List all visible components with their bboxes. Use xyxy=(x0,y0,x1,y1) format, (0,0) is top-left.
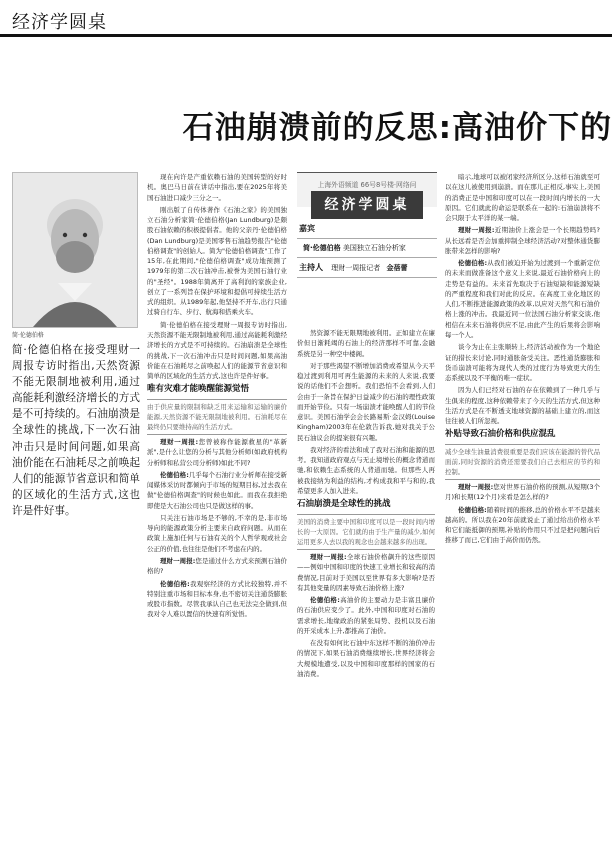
speaker-label: 伦德伯格: xyxy=(160,470,189,479)
qa-text: 高油价的主要动力是丰富且廉价的石油供应变少了。此外,中国和印度对石油的需求增长,地缘政治的紧张局势、投机以及石油的开采成本上升,都推高了油价。 xyxy=(297,596,435,635)
body-paragraph: 简·伦德伯格在接受理财一周报专访时指出,天然资源不能无限制地被利用,通过高能耗利激经济增长的方式是不可持续的。石油崩溃是全球性的挑战,下一次石油冲击只是时间问题,如果高油价能在石油耗尽之前唤起人们的能源节省意识和简单的区域化的生活方式,这也许是件好事。 xyxy=(147,320,287,381)
speaker-label: 伦德伯格: xyxy=(310,596,340,605)
body-paragraph: 然资源不能无限期地被利用。正如建立在廉价但日渐耗竭的石油上的经济那样不可靠,金融系统是另一种空中楼阁。 xyxy=(297,329,435,358)
body-paragraph: 对于那些渴望不断增加消费或希望从今天平稳过渡到利用可再生能源的未来的人来说,我要说的话他们不会想听。我们恐怕不会看到,人们会由于一条旨在保护日益减少的石油的理性政策而开始节俭。只有一场崩溃才能唤醒人们的节俭意识。美国石油学会会长路易斯·金汉姆(Louise Kingham)2003年在伦敦告诉我,她对我关于公民石油议会的提案很有兴趣。 xyxy=(297,361,435,442)
qa-text: 近期油价上涨会是一个长期趋势吗?从长远看是否会加重抑制全球经济活动?对整体通货膨胀带来怎样的影响? xyxy=(445,226,600,255)
speaker-label: 理财一周报: xyxy=(310,553,347,561)
intro-paragraph: 简·伦德伯格在接受理财一周报专访时指出,天然资源不能无限制地被利用,通过高能耗利激经济增长的方式是不可持续的。石油崩溃是全球性的挑战,下一次石油冲击只是时间问题,如果高油价能在石油耗尽之前唤起人们的能源节省意识和简单的区域化的生活方式,这也许是件好事。 xyxy=(12,344,140,517)
article-column-1 xyxy=(147,172,287,840)
qa-text: 您曾被称作能源救星的"革新派",是什么让您的分析与其他分析师(如政府机构分析师和私营公司分析师)如此不同? xyxy=(147,438,287,467)
body-paragraph: 我对经济的看法和成了我对石油和能源的思考。我知道政府观点与无止境增长的概念背道而驰,和依赖生态系统的人背道而驰。但那些人再被我接纳为利益的结构,才构成我和平与和的,我希望更多人加入进来。 xyxy=(297,445,435,495)
column-masthead-box xyxy=(297,172,437,325)
guest-label: 嘉宾 xyxy=(299,224,315,233)
qa-text: 因为人们已经对石油的存在依赖到了一种几乎与生俱来的程度,这种依赖带来了今天的生活方式,但这种生活方式是在不断透支地球资源的基础上建立的,而这往往被人们所忽视。 xyxy=(445,386,600,426)
qa-text: 在没有如何比石油中东这样不断的油价冲击的情况下,如果石油消费继续增长,世界经济将会大规模地遭受,以及中国和印度那样的国家的石油消费。 xyxy=(297,639,435,678)
qa-paragraph xyxy=(445,225,600,256)
pull-quote: 由于供应量的限制和缺乏用来运输和运输的廉价能源,天然资源不能无限制地被利用。石油耗尽在最终仍只要维持高的生活方式。 xyxy=(147,399,287,435)
article-column-2 xyxy=(297,328,435,840)
masthead-title: 经济学圆桌 xyxy=(311,191,423,219)
portrait-photo xyxy=(12,172,138,328)
qa-text: 只关注石油市场是不够的,不幸的是,非市场导向的能源政策分析主要来自政府问题。从而在政策上施加任何与石油有关的个人哲学观或社会公正的价值,也往往是他们不考虑在内的。 xyxy=(147,513,287,553)
host-name: 金蓓蕾 xyxy=(386,264,408,272)
host-label: 主持人 xyxy=(299,263,323,272)
subheading: 石油崩溃是全球性的挑战 xyxy=(297,499,391,510)
qa-text: 几乎每个石油行业分析师在接受新闻媒体采访时都倾向于市场的短期目标,过去我在做"伦德伯格调查"的时候也如此。而我在我拒绝即使是大石油公司也只是做这样的事。 xyxy=(147,470,287,510)
qa-paragraph xyxy=(147,579,287,620)
qa-text: 全球石油价格飙升的这些原因——例如中国和印度的快速工业增长和较高的消费情况,目前对于美国以至世界有多大影响?是否有其他变量的因素导致石油价格上涨? xyxy=(297,553,435,592)
qa-paragraph xyxy=(445,385,600,426)
masthead-top-line: 上海外语频道 66号8号楼·网络问 xyxy=(297,173,437,207)
section-title: 经济学圆桌 xyxy=(12,12,107,33)
qa-paragraph xyxy=(147,437,287,468)
qa-text: 您对世界石油价格的预测,从短期(3个月)和长期(12个月)来看是怎么样的? xyxy=(445,483,600,502)
pull-quote: 减少全球生油量消费很重要是我们应该在能源的替代品面前,同时资源的消费还需要我们自己去相应的节约和控制。 xyxy=(445,444,600,480)
subheading: 唯有灾难才能唤醒能源觉悟 xyxy=(147,384,250,395)
photo-caption: 简·伦德伯格 xyxy=(12,332,44,339)
speaker-label: 理财一周报: xyxy=(458,226,495,235)
guest-name: 简·伦德伯格 xyxy=(303,244,341,252)
subheading: 补贴导致石油价格和供应混乱 xyxy=(445,429,556,440)
speaker-label: 理财一周报: xyxy=(160,438,199,447)
article-headline: 石油崩溃前的反思:高油价下的 xyxy=(182,110,612,146)
host-title: 理财一周报记者 xyxy=(331,264,381,272)
speaker-label: 理财一周报: xyxy=(160,556,196,565)
qa-text: 从我们被迫开始为过渡到一个重新定位的未来而做准备这个意义上来说,最近石油价格向上的走势是有益的。未来首先取决于石油短缺和能源短缺的严重程度和我们对此的反应。在高度工业化地区的人们,不断推进能源政策的改革,以应对天然气和石油价格上涨的冲击。我最近同一位法国石油分析家交谈,他相信在未来石油将供应不足,由此产生的后果将会影响每一个人。 xyxy=(445,259,600,339)
body-paragraph: 刚出版了自传体著作《石油之家》的美国独立石油分析家简·伦德伯格(Jan Lundburg)是颇股石油依赖的积极提倡者。他的父亲丹·伦德伯格(Dan Lundburg)是美国零售石油趋势报告"伦德伯格调查"的创始人。简为"伦德伯格调查"工作了15年,在此期间,"伦德伯格调查"成功地预测了1979年的第二次石油冲击,被誉为美国石油行业的"圣经"。1988年简离开了高利润的家族企业,创立了一系列旨在保护环境和提倡可持续生活方式的组织。从1989年起,他坚持不开车,出行只通过骑自行车、步行、航海和搭乘火车。 xyxy=(147,205,287,317)
qa-text: 谈今为止在主张顺转上,经济活动被作为一个地论证的措长来讨论,同时通胀备受关注。恶性通货膨胀和货币崩溃可能将为现代人类的过度行为导致更大的生态系统以及不平衡的唯一症状。 xyxy=(445,343,600,383)
pull-quote: 美国的消费主要中国和印度可以是一段时间内增长的一大原因。它们就的由于生产量的减少,如何运用更多人去以我的观念也会越来越多的出现。 xyxy=(297,514,435,550)
guest-title: 美国独立石油分析家 xyxy=(342,244,406,252)
body-paragraph: 暗示,地球可以被闭家经济所区分,这样石油就至可以在这儿被使用到崩溃。而在那儿正相反,事实上,美国的消费正是中国和印度可以在一段时间内增长的一大原因。它们就此的命运是联系在一起的:石油崩溃将不会只限于太平洋的某一端。 xyxy=(445,173,600,223)
guest-row xyxy=(297,239,437,258)
qa-paragraph xyxy=(445,505,600,546)
speaker-label: 理财一周报: xyxy=(458,483,494,492)
qa-paragraph xyxy=(445,342,600,383)
qa-text: 您是通过什么方式来预测石油价格的? xyxy=(147,556,287,576)
qa-text: 我观察经济的方式比较独特,并不特别注重市场和目标本身,也不密切关注通货膨胀或股市指数。尽管我承认自己也无法完全做到,但我对令人难以置信的快速有所觉悟。 xyxy=(147,579,287,619)
speaker-label: 伦德伯格: xyxy=(458,259,488,268)
qa-paragraph xyxy=(445,482,600,503)
portrait-illustration xyxy=(13,173,137,327)
body-paragraph: 现在向许是产重依赖石油的美国转型的好时机。奥巴马日前在讲话中指出,要在2025年将美国石油进口减少三分之一。 xyxy=(147,173,287,202)
qa-paragraph xyxy=(297,552,435,593)
host-row xyxy=(297,258,437,278)
article-column-3 xyxy=(445,172,600,840)
qa-paragraph xyxy=(147,556,287,577)
qa-paragraph xyxy=(297,638,435,679)
qa-paragraph xyxy=(147,513,287,554)
qa-paragraph xyxy=(147,470,287,511)
guest-label-row xyxy=(297,219,437,239)
header-rule xyxy=(0,34,612,37)
speaker-label: 伦德伯格: xyxy=(458,505,487,514)
qa-paragraph xyxy=(297,595,435,636)
speaker-label: 伦德伯格: xyxy=(160,579,190,588)
qa-paragraph xyxy=(445,258,600,340)
qa-text: 随着时间的推移,总的价格水平不是越来越高的。所以我在20年前就说止了通过给出价格水平和它们能抵御的预期,补贴的作用只不过是把问题向后推移了而已,它们由于高价而仍然。 xyxy=(445,505,600,545)
